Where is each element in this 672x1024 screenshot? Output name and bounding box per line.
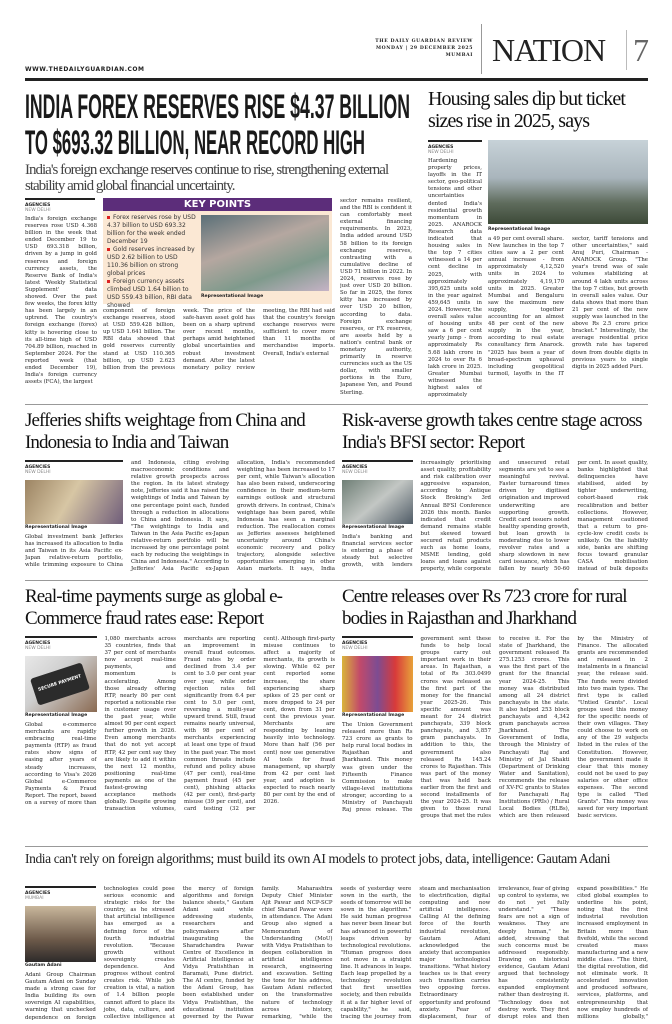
image-caption: Representational Image — [25, 525, 88, 530]
adani-figure — [25, 906, 96, 968]
divider — [25, 580, 648, 581]
currency-notes-image — [201, 215, 329, 291]
agency: AGENCIES — [25, 641, 51, 646]
dateline: NEW DELHI — [342, 470, 368, 475]
payments-figure — [25, 656, 97, 718]
housing-body-left: Hardening property prices, layoffs in the IT sector, geo-political tensions and other uncertainties dented India's residential growth momentum in 2025. ANAROCK Research data indicated that housing sales in the top 7 cities witnessed a 14 per cent decline in 2025, with approximately 395,625 units sold in the year against 459,645 units in 2024. However, the overall sales value of housing units saw a 6 per cent yearly jump - from approximately Rs 5.68 lakh crore in 2024 to over Rs 6 lakh crore in 2025. Greater Mumbai witnessed the highest sales of approximately — [428, 158, 482, 398]
adani-body: Adani Group Chairman Gautam Adani on Sunday made a strong case for India building its own sovereign AI capabilities, warning that unchecked dependence on foreign technologies could pose serious economic and strategic risks for the country, as he stressed that artificial intelligence has emerged as a defining force of the fourth industrial revolution. "Because growth without sovereignty creates dependence. And progress without control creates risk. While job creation is vital, a nation of 1.4 billion people cannot afford to place its jobs, data, culture, and collective intelligence at the mercy of foreign algorithms and foreign balance sheets," Gautam Adani said while addressing students, researchers and policymakers after inaugurating the Sharadchandra Pawar Centre of Excellence in Artificial Intelligence at Vidya Pratishthan in Baramati, Pune district. The AI centre, funded by the Adani Group, has been established under Vidya Pratishthan, the educational institution governed by the Pawar family. Maharashtra Deputy Chief Minister Ajit Pawar and NCP-SCP chief Sharad Pawar were in attendance. The Adani Group also signed a Memorandum of Understanding (MoU) with Vidya Pratishthan to deepen collaboration in artificial intelligence research, engineering and excavation. Setting the tone for his address, Gautam Adani reflected on the transformative nature of technology across history, remarking, "while the seeds of yesterday were sown in the earth, the seeds of tomorrow will be sown in the algorithm." He said human progress has never been linear but has advanced in powerful leaps driven by technological revolutions. "Human progress does not move in a straight line. It advances in leaps. Each leap propelled by a technology revolution that first unsettles society, and then rebuilds it at a far higher level of capability," he said, tracing the journey from steam and mechanisation to electrification, digital computing and now artificial intelligence. Calling AI the defining force of the fourth industrial revolution, Gautam Adani acknowledged the anxiety that accompanies major technological transitions. "What history teaches us is that every such transition carries two opposing forces. Extraordinary opportunity and profound anxiety. Fear of displacement, fear of irrelevance, fear of giving up control to systems, we do not yet fully understand." "These fears are not a sign of weakness. They are deeply human," he added, stressing that such concerns must be addressed responsibly. Drawing on historical evidence, Gautam Adani argued that technology has consistently expanded employment rather than destroying it. "Technology does not destroy work. They first disrupt roles and then expand possibilities." He cited global examples to underline his point, noting that the first industrial revolution increased employment in Britain more than fivefold, while the second created mass manufacturing and a new middle class. "The third, the digital revolution, did not eliminate work. It accelerated innovation and produced software, services, platforms, and entrepreneurship that now employ hundreds of millions globally," — [25, 886, 648, 1021]
key-point: Foreign currency assets climbed USD 1.64 billion to USD 559.43 billion, RBI data showed — [107, 278, 197, 310]
jefferies-figure — [25, 480, 123, 530]
agency: AGENCIES — [342, 465, 368, 470]
forex-body-right: sector remains resilient, and the RBI is confident it can comfortably meet external financing requirements. In 2023, India added around USD 58 billion to its foreign exchange reserves, contrasting with a cumulative decline of USD 71 billion in 2022. In 2024, reserves rose by just over USD 20 billion. So far in 2025, the forex kitty has increased by over USD 20 billion, according to data. Foreign exchange reserves, or FX reserves, are assets held by a nation's central bank or monetary authority, primarily in reserve currencies such as the US dollar, with smaller portions in the Euro, Japanese Yen, and Pound Sterling. — [340, 198, 412, 396]
bank-image — [342, 480, 413, 524]
key-points-box — [103, 198, 332, 309]
rural-women-image — [342, 656, 413, 712]
key-points-title: KEY POINTS — [103, 198, 332, 211]
tablet-shape — [30, 662, 90, 705]
dateline: NEW DELHI — [25, 646, 51, 651]
dateline: NEW DELHI — [428, 150, 454, 155]
city-skyline-image — [488, 140, 648, 224]
image-caption: Representational Image — [342, 713, 405, 718]
adani-article — [25, 886, 648, 1022]
gautam-adani-photo — [25, 906, 96, 962]
bfsi-headline: Risk-averse growth takes centre stage across India's BFSI sector: Report — [342, 410, 642, 453]
bfsi-body: India's banking and financial services sector is entering a phase of steady but selective growth, with lenders increasingly prioritising asset quality, profitability and risk calibration over aggressive expansion, according to Antique Stock Broking's 3rd Annual BFSI Conference 2026 this month. Banks indicated that credit demand remains stable but skewed toward secured retail products such as home loans, MSME lending, gold loans and loans against property, while corporate and unsecured retail segments are yet to see a meaningful revival. Faster turnaround times driven by digitised origination and improved underwriting are supporting growth. Credit card issuers noted healthy spending growth, but loan growth is moderating due to lower revolver rates and a sharp slowdown in new card issuance, which has fallen by nearly 50-60 per cent. In asset quality, banks highlighted that delinquencies have stabilised, aided by tighter underwriting, cohort-based risk recalibration and better collections. However, management cautioned that a return to pre-cycle-low credit costs is unlikely. On the liability side, banks are shifting focus toward granular CASA mobilisation instead of bulk deposits — [342, 460, 648, 573]
forex-headline-line1: INDIA FOREX RESERVES RISE $4.37 BILLION — [25, 88, 410, 124]
issue-date: MONDAY | 29 DECEMBER 2025 — [375, 46, 473, 51]
forex-headline-line2: TO $693.32 BILLION, NEAR RECORD HIGH — [25, 124, 365, 160]
key-points-list — [107, 214, 197, 310]
rural-figure — [342, 656, 413, 718]
bfsi-article — [342, 460, 648, 576]
payments-body: Global e-commerce merchants are rapidly embracing real-time payments (RTP) as fraud rates show signs of easing after years of steady increases, according to Visa's 2026 Global e-Commerce Payments & Fraud Report. The report, based on a survey of more than 1,080 merchants across 35 countries, finds that 37 per cent of merchants now accept real-time payments, and momentum is accelerating. Among those already offering RTP, nearly 80 per cent reported a noticeable rise in customer usage over the past year, while almost 90 per cent expect further growth in 2026. Even among merchants that do not yet accept RTP, 42 per cent say they are likely to add it within the next 12 months, positioning real-time payments as one of the fastest-growing acceptance methods globally. Despite growing transaction volumes, merchants are reporting an improvement in overall fraud outcomes. Fraud rates by order declined from 3.4 per cent to 3.0 per cent year over year, while order rejection rates fell significantly from 6.4 per cent to 5.0 per cent, reversing a multi-year upward trend. Still, fraud remains nearly universal, with 98 per cent of merchants experiencing at least one type of fraud in the past year. The most common threats include refund and policy abuse (47 per cent), real-time payment fraud (45 per cent), phishing attacks (42 per cent), first-party misuse (39 per cent), and card testing (32 per cent). Although first-party misuse continues to affect a majority of merchants, its growth is slowing. While 62 per cent reported some increase, the share experiencing sharp spikes of 25 per cent or more dropped to 24 per cent, down from 31 per cent the previous year. Merchants are responding by leaning heavily into technology. More than half (56 per cent) now use generative AI tools for fraud management, up sharply from 42 per cent last year, and adoption is expected to reach nearly 80 per cent by the end of 2026. — [25, 636, 335, 813]
dateline: NEW DELHI — [25, 208, 51, 213]
photo-caption: Gautam Adani — [25, 963, 62, 968]
divider — [25, 404, 648, 405]
housing-byline — [428, 140, 482, 155]
payments-article — [25, 636, 335, 844]
image-caption: Representational Image — [25, 713, 88, 718]
agency: AGENCIES — [428, 145, 454, 150]
rural-headline: Centre releases over Rs 723 crore for rural bodies in Rajasthan and Jharkhand — [342, 586, 627, 629]
section-title: NATION — [492, 32, 606, 68]
agency: AGENCIES — [25, 891, 51, 896]
forex-headline-line2-svg — [25, 124, 415, 160]
dateline: NEW DELHI — [25, 470, 51, 475]
image-caption: Representational Image — [342, 525, 405, 530]
key-point: Gold reserves increased by USD 2.62 billion to USD 110.36 billion on strong global prices — [107, 246, 197, 278]
masthead-rule — [25, 78, 648, 81]
key-point: Forex reserves rose by USD 4.37 billion to USD 693.32 billion for the week ended December 19 — [107, 214, 196, 245]
website-url: WWW.THEDAILYGUARDIAN.COM — [25, 66, 145, 73]
jefferies-body: Global investment bank Jefferies has increased its allocation to India and Taiwan in its Asia Pacific ex-Japan relative-return portfolio, while trimming exposure to China and Indonesia, citing evolving macroeconomic conditions and relative growth prospects across the region. In its latest strategy note, Jefferies said it has raised the weightings of India and Taiwan by one percentage point each, funded through a reduction in allocations to China and Indonesia. It says, "The weightings to India and Taiwan in the Asia Pacific ex-Japan relative-return portfolio will be increased by one percentage point each by reducing the weightings in China and Indonesia." According to Jefferies' Asia Pacific ex-Japan allocation, India's recommended weighting has been increased to 17 per cent, while Taiwan's allocation has also been raised, underscoring confidence in their medium-term earnings outlook and structural growth drivers. In contrast, China's weightage has been pared, while Indonesia has seen a marginal reduction. The reallocation comes as Jefferies assesses heightened uncertainty around China's economic recovery and policy trajectory, alongside selective opportunities emerging in other Asian markets. It says, India — [25, 460, 335, 573]
secure-payment-image — [25, 656, 97, 712]
secure-payment-label: SECURE PAYMENT — [37, 674, 83, 693]
agency: AGENCIES — [25, 465, 51, 470]
agency: AGENCIES — [342, 641, 368, 646]
adani-headline: India can't rely on foreign algorithms; must build its own AI models to protect jobs, data, intelligence: Gautam Adani — [25, 851, 611, 866]
forex-body-left: India's foreign exchange reserves rose USD 4.368 billion in the week that ended December 19 to USD 693.318 billion, driven by a jump in gold reserves and foreign currency assets, the Reserve Bank of India's latest 'Weekly Statistical Supplement' data showed. Over the past few weeks, the forex kitty has been largely in an uptrend. The country's foreign exchange (forex) kitty is hovering close to its all-time high of USD 704.89 billion, reached in September 2024. For the reported week (that ended December 19), India's foreign currency assets (FCA), the largest — [25, 216, 97, 386]
forex-byline — [25, 198, 95, 213]
housing-headline: Housing sales dip but ticket sizes rise in 2025, says — [428, 88, 625, 132]
forex-subhead: India's foreign exchange reserves continue to rise, strengthening external stability amid global financial uncertainty. — [25, 162, 389, 194]
bfsi-byline — [342, 460, 413, 475]
adani-byline — [25, 886, 96, 901]
masthead-info — [375, 24, 482, 74]
paper-name: THE DAILY GUARDIAN REVIEW — [375, 39, 473, 44]
jefferies-byline — [25, 460, 123, 475]
page-number: 7 — [626, 30, 649, 70]
issue-city: MUMBAI — [445, 53, 473, 58]
dateline: NEW DELHI — [342, 646, 368, 651]
divider — [25, 846, 648, 847]
forex-headline — [25, 88, 415, 160]
rural-body: The Union Government released more than Rs 723 crore as grants to help rural local bodies in Rajasthan and Jharkhand. This money was given under the Fifteenth Finance Commission to make village-level institutions stronger, according to a Ministry of Panchayati Raj press release. The government sent these funds to help local groups carry out important work in their areas. In Rajasthan, a total of Rs 303.0499 crores was released as the first part of the money for the financial year 2025-26. This specific amount was meant for 24 district panchayats, 339 block panchayats, and 3,857 gram panchayats. In addition to this, the government also released Rs 145.24 crores to Rajasthan. This was part of the money that was held back earlier from the first and second installments of the year 2024-25. It was given to those rural groups that met the rules to receive it. For the state of Jharkhand, the government released Rs 275.1253 crores. This was the first part of the grant for the financial year 2024-25. This money was distributed among all 24 district panchayats in the state. It also helped 253 block panchayats and 4,342 gram panchayats across Jharkhand. The Government of India, through the Ministry of Panchayati Raj and Ministry of Jal Shakti (Department of Drinking Water and Sanitation), recommends the release of XV-FC grants to States for Panchayati Raj Institutions (PRIs) / Rural Local Bodies (RLBs), which are then released by the Ministry of Finance. The allocated grants are recommended and released in 2 instalments in a financial year, the release said. The funds were divided into two main types. The first type is called "Untied Grants". Local groups used this money for the specific needs of their own villages. They could choose to work on any of the 29 subjects listed in the rules of the Constitution. However, the government made it clear that this money could not be used to pay salaries or other office expenses. The second type is called "Tied Grants". This money was saved for very important basic services. — [342, 636, 648, 820]
rural-byline — [342, 636, 413, 651]
bfsi-figure — [342, 480, 413, 530]
jefferies-headline: Jefferies shifts weightage from China and Indonesia to India and Taiwan — [25, 410, 305, 453]
housing-body-right: a 49 per cent overall share. New launches in the top 7 cities saw a 2 per cent annual increase - from approximately 4,12,520 units in 2024 to approximately 4,19,170 units in 2025. Greater Mumbai and Bengaluru saw the maximum new supply, together accounting for an almost 48 per cent of the new supply in the year, according to real estate consultancy firm Anarock. "2025 has been a year of broad-spectrum upheaval including geopolitical turmoil, layoffs in the IT sector, tariff tensions and other uncertainties," said Anuj Puri, Chairman - ANAROCK Group. "The year's trend was of sale volumes stabilizing at around 4 lakh units across the top 7 cities, but growth in overall sales value. Our data shows that more than 21 per cent of the new supply was launched in the above Rs 2.5 crore price bracket." Interestingly, the average residential price growth rate has tapered down from double digits in previous years to single digits in 2025 added Puri. — [488, 236, 648, 377]
forex-body-mid: component of foreign exchange reserves, stood at USD 559.428 billion, up USD 1.641 billion. The RBI data showed that gold reserves currently stand at USD 110.365 billion, up USD 2.623 billion from the previous week. The price of the safe-haven asset gold has been on a sharp uptrend over recent months, perhaps amid heightened global uncertainties and robust investment demand. After the latest monetary policy review meeting, the RBI had said that the country's foreign exchange reserves were sufficient to cover more than 11 months of merchandise imports. Overall, India's external — [103, 308, 335, 371]
office-image — [25, 480, 123, 524]
jefferies-article — [25, 460, 335, 576]
payments-headline: Real-time payments surge as global e-Commerce fraud rates ease: Report — [25, 586, 283, 629]
dateline: MUMBAI — [25, 896, 44, 901]
payments-byline — [25, 636, 97, 651]
agency: AGENCIES — [25, 203, 51, 208]
rural-article — [342, 636, 648, 844]
forex-headline-line1-svg — [25, 88, 415, 124]
image-caption: Representational Image — [201, 294, 264, 299]
image-caption: Representational Image — [488, 227, 551, 232]
